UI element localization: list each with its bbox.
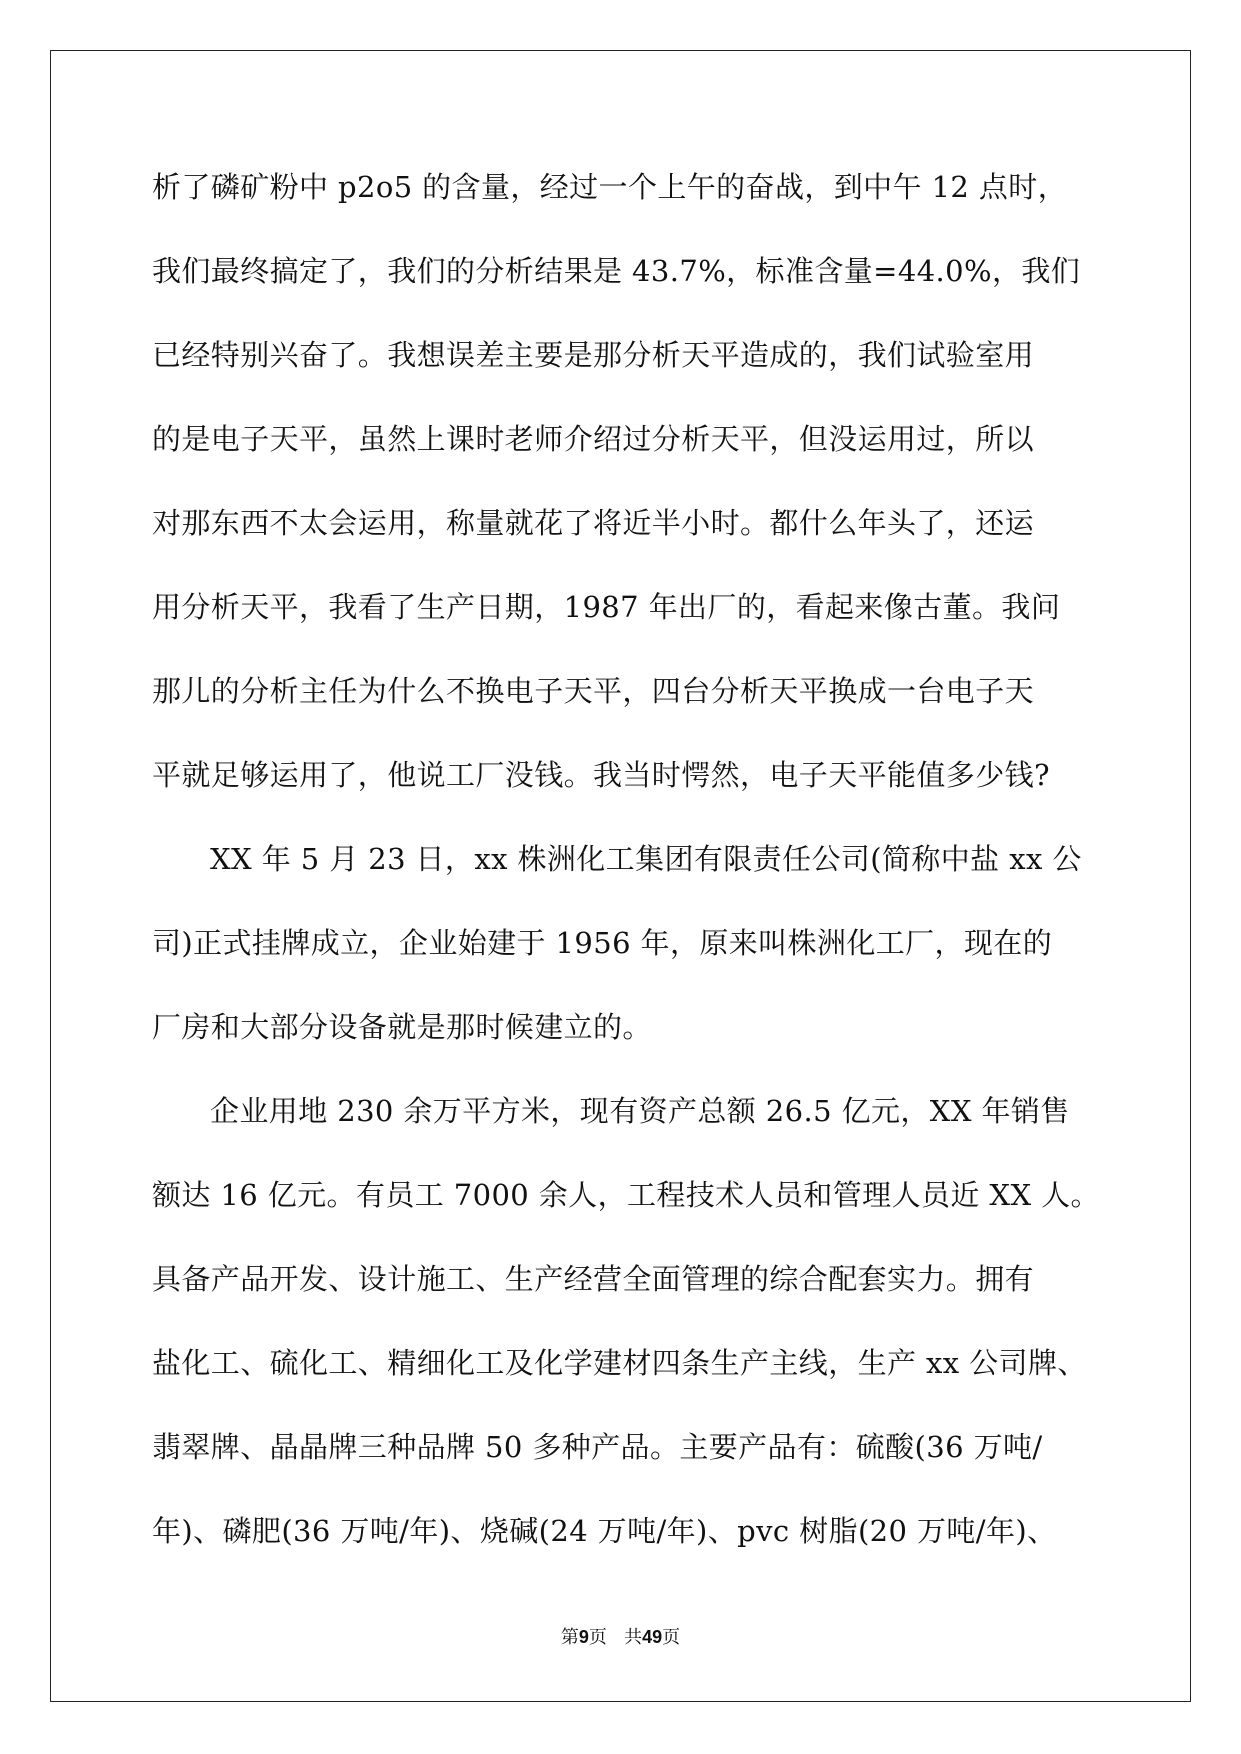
footer-prefix: 第 — [560, 1627, 579, 1648]
text-line: 盐化工、硫化工、精细化工及化学建材四条生产主线，生产 xx 公司牌、 — [152, 1346, 1087, 1380]
text-line: 额达 16 亿元。有员工 7000 余人，工程技术人员和管理人员近 XX 人。 — [152, 1178, 1100, 1212]
text-line: 年)、磷肥(36 万吨/年)、烧碱(24 万吨/年)、pvc 树脂(20 万吨/年)、 — [152, 1514, 1057, 1548]
page-number: 9 — [578, 1627, 589, 1647]
footer-page-suffix: 页 — [588, 1627, 607, 1648]
text-line: 司)正式挂牌成立，企业始建于 1956 年，原来叫株洲化工厂，现在的 — [152, 926, 1053, 960]
text-line: 那儿的分析主任为什么不换电子天平，四台分析天平换成一台电子天 — [152, 674, 1035, 708]
page-footer — [0, 1625, 1241, 1650]
paragraph-start-line: XX 年 5 月 23 日，xx 株洲化工集团有限责任公司(简称中盐 xx 公 — [210, 842, 1082, 876]
footer-total-suffix: 页 — [662, 1627, 681, 1648]
total-pages: 49 — [642, 1627, 663, 1647]
text-line: 用分析天平，我看了生产日期，1987 年出厂的，看起来像古董。我问 — [152, 590, 1061, 624]
text-line: 的是电子天平，虽然上课时老师介绍过分析天平，但没运用过，所以 — [152, 422, 1035, 456]
paragraph-start-line: 企业用地 230 余万平方米，现有资产总额 26.5 亿元，XX 年销售 — [210, 1094, 1070, 1128]
text-line: 已经特别兴奋了。我想误差主要是那分析天平造成的，我们试验室用 — [152, 338, 1035, 372]
text-line: 翡翠牌、晶晶牌三种品牌 50 多种产品。主要产品有：硫酸(36 万吨/ — [152, 1430, 1043, 1464]
footer-total-prefix: 共 — [624, 1627, 643, 1648]
document-body — [152, 160, 1100, 1588]
text-line: 对那东西不太会运用，称量就花了将近半小时。都什么年头了，还运 — [152, 506, 1035, 540]
text-line: 平就足够运用了，他说工厂没钱。我当时愕然，电子天平能值多少钱? — [152, 758, 1050, 792]
text-line: 厂房和大部分设备就是那时候建立的。 — [152, 1010, 652, 1044]
text-line: 我们最终搞定了，我们的分析结果是 43.7%，标准含量=44.0%，我们 — [152, 254, 1081, 288]
text-line: 具备产品开发、设计施工、生产经营全面管理的综合配套实力。拥有 — [152, 1262, 1035, 1296]
text-line: 析了磷矿粉中 p2o5 的含量，经过一个上午的奋战，到中午 12 点时， — [152, 170, 1068, 204]
